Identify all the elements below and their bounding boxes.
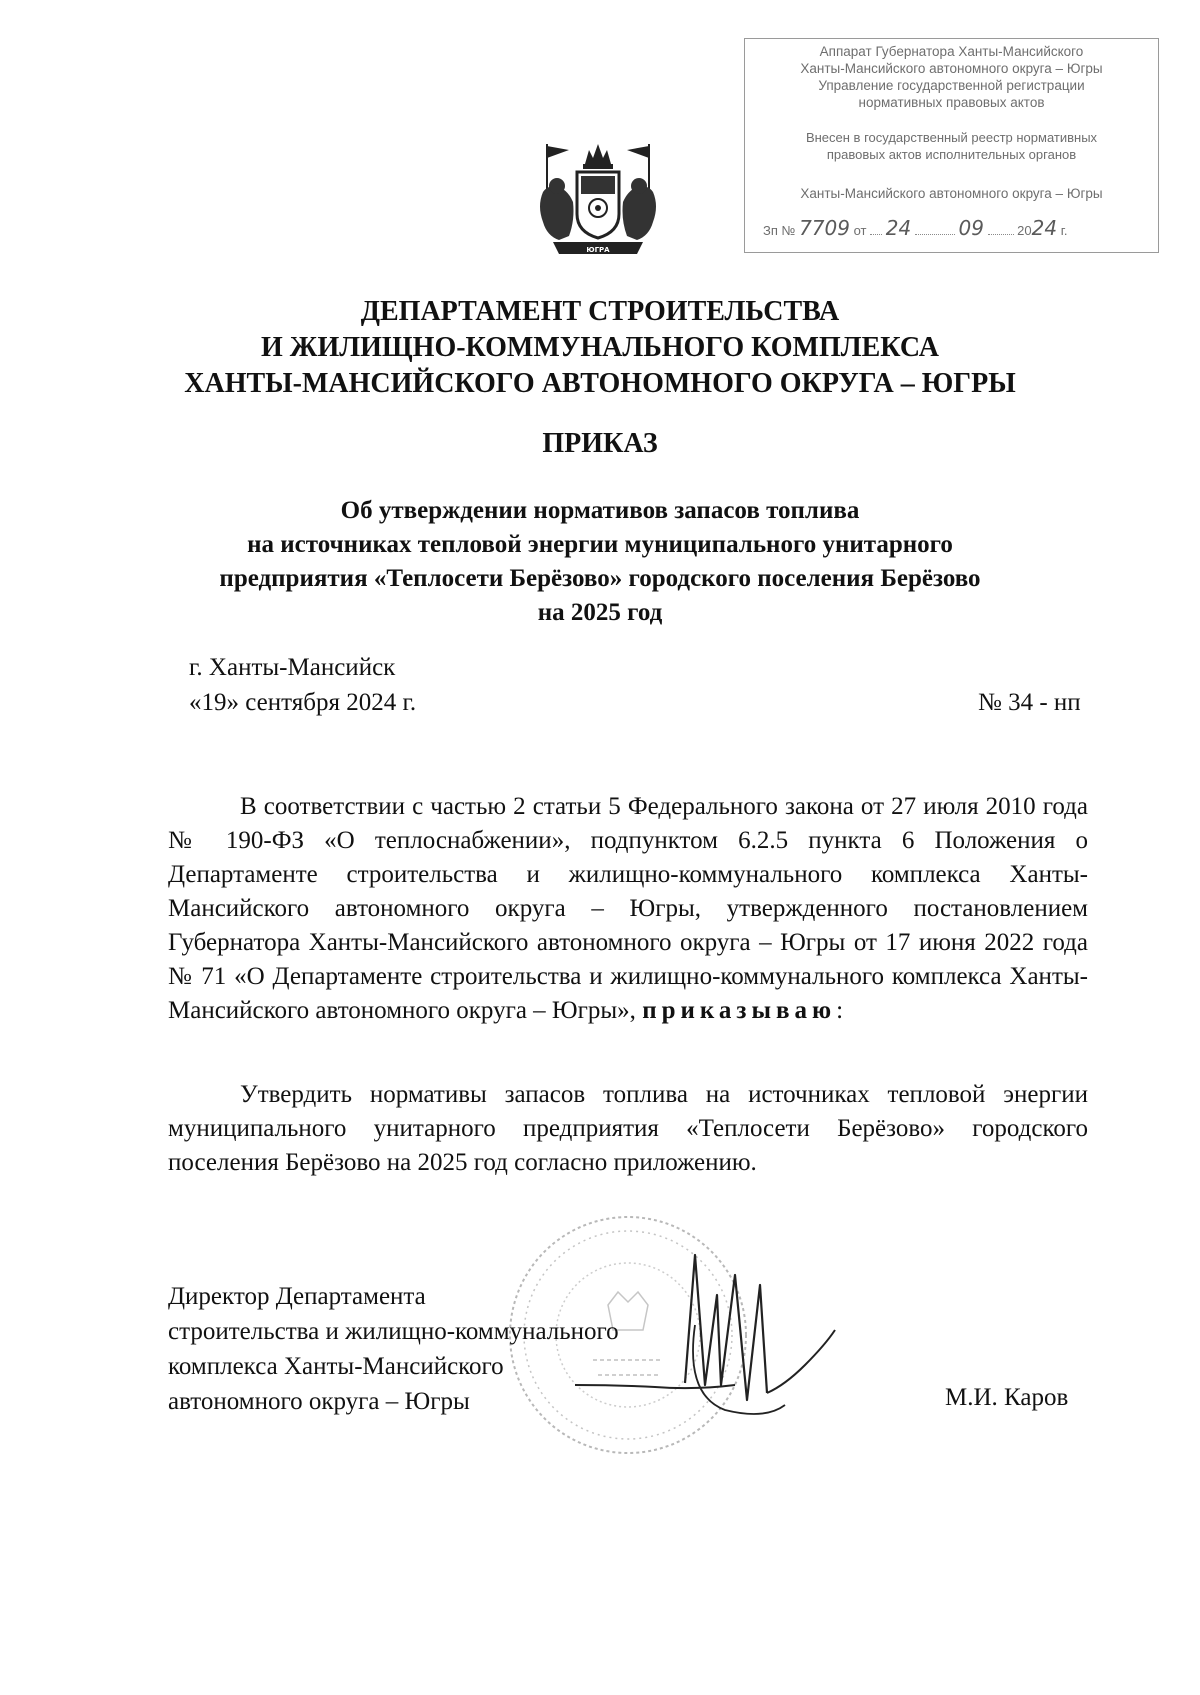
stamp-month: 09 <box>958 216 984 240</box>
stamp-line: Внесен в государственный реестр нормативных <box>805 130 1098 145</box>
order-word: приказываю <box>642 997 837 1024</box>
stamp-line: Аппарат Губернатора Ханты-Мансийского <box>819 44 1084 59</box>
order-colon: : <box>836 997 844 1024</box>
signatory-title-line: строительства и жилищно-коммунального <box>168 1318 619 1345</box>
department-line: ХАНТЫ-МАНСИЙСКОГО АВТОНОМНОГО ОКРУГА – ЮГРЫ <box>184 368 1016 399</box>
stamp-year-end: г. <box>1060 223 1068 238</box>
stamp-line: Ханты-Мансийского автономного округа – Югры <box>800 186 1103 201</box>
signatory-title-line: комплекса Ханты-Мансийского <box>168 1353 504 1380</box>
signatory-title-line: автономного округа – Югры <box>168 1388 470 1415</box>
subject-line: на 2025 год <box>537 599 663 626</box>
signatory-title-line: Директор Департамента <box>168 1283 426 1310</box>
order-number: № 34 - нп <box>978 689 1081 716</box>
preamble-text: В соответствии с частью 2 статьи 5 Федерального закона от 27 июля 2010 года № 190-ФЗ «О теплоснабжении», подпунктом 6.2.5 пункта 6 Положения о Департаменте строительства и жилищно-коммунального комплекса Ханты-Мансийского автономного округа – Югры, утвержденного постановлением Губернатора Ханты-Мансийского автономного округа – Югры от 17 июня 2022 года № 71 «О Департаменте строительства и жилищно-коммунального комплекса Ханты-Мансийского автономного округа – Югры», <box>168 793 1088 1024</box>
stamp-line: правовых актов исполнительных органов <box>826 147 1077 162</box>
department-line: И ЖИЛИЩНО-КОММУНАЛЬНОГО КОМПЛЕКСА <box>261 332 939 363</box>
stamp-day: 24 <box>885 216 912 240</box>
emblem-ribbon-text: ЮГРА <box>586 246 610 254</box>
coat-of-arms-emblem <box>533 136 663 258</box>
stamp-reg-prefix: Зп № <box>763 223 796 238</box>
subject-line: на источниках тепловой энергии муниципального унитарного <box>247 531 953 558</box>
stamp-line: нормативных правовых актов <box>858 95 1045 110</box>
stamp-from-label: от <box>853 223 867 238</box>
subject-line: Об утверждении нормативов запасов топлива <box>340 497 860 524</box>
signatory-title <box>168 1279 619 1419</box>
registration-stamp <box>744 38 1159 253</box>
stamp-reg-number: 7709 <box>799 216 850 240</box>
department-line: ДЕПАРТАМЕНТ СТРОИТЕЛЬСТВА <box>360 296 840 327</box>
signatory-name: М.И. Каров <box>945 1384 1069 1411</box>
order-subject <box>0 494 1200 630</box>
subject-line: предприятия «Теплосети Берёзово» городского поселения Берёзово <box>219 565 981 592</box>
stamp-registration-line <box>763 216 1150 240</box>
stamp-line: Управление государственной регистрации <box>818 78 1085 93</box>
department-heading <box>0 294 1200 402</box>
stamp-year-suffix: 24 <box>1031 216 1058 240</box>
issue-date: «19» сентября 2024 г. <box>189 689 417 716</box>
issue-city: г. Ханты-Мансийск <box>189 654 396 681</box>
preamble-paragraph <box>168 790 1088 1028</box>
operative-paragraph: Утвердить нормативы запасов топлива на источниках тепловой энергии муниципального унитарного предприятия «Теплосети Берёзово» городского поселения Берёзово на 2025 год согласно приложению. <box>168 1081 1088 1176</box>
stamp-year-prefix: 20 <box>1017 223 1032 238</box>
stamp-line: Ханты-Мансийского автономного округа – Югры <box>800 61 1103 76</box>
document-type-title: ПРИКАЗ <box>542 428 658 459</box>
